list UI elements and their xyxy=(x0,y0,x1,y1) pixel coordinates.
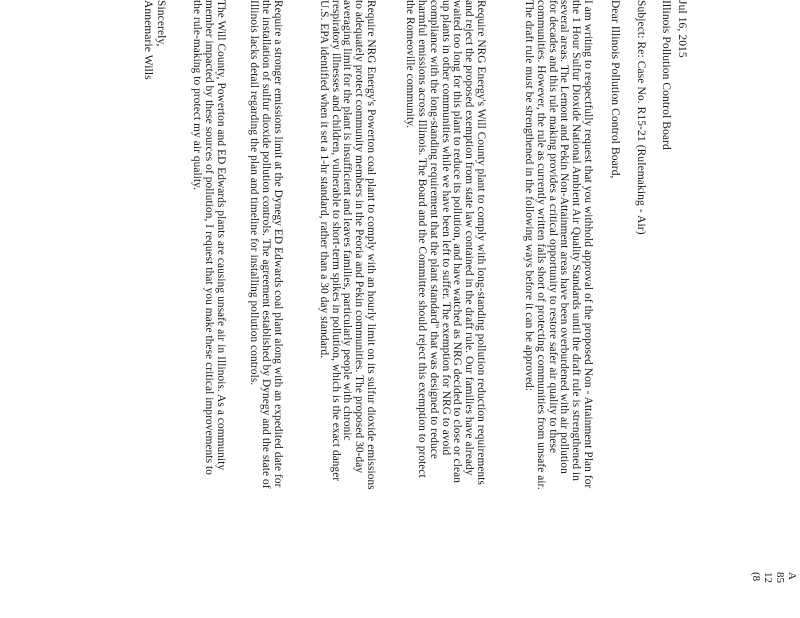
letter-date: Jul 16, 2015 xyxy=(676,0,688,58)
cut-off-margin-text xyxy=(728,572,798,616)
paragraph-text: The Will County, Powerton and ED Edwards plants are causing unsafe air in Illinois. As a community member impacted by these sources of pollution, I request that you make these critical improvements to the rule-making to protect my air quality. xyxy=(191,0,227,476)
margin-note: A xyxy=(786,572,798,580)
body-paragraph-4 xyxy=(248,0,283,490)
body-paragraph-5 xyxy=(191,0,226,490)
margin-note: 85 xyxy=(774,572,786,583)
paragraph-text: Require a stronger emissions limit at the Dynegy ED Edwards coal plant along with an expedited date for the installation of sulfur dioxide pollution controls. The agreement established by Dynegy and the state of Illinois lacks detail regarding the plan and timeline for installing pollution controls. xyxy=(248,0,284,489)
paragraph-text: I am writing to respectfully request that you withhold approval of the proposed Non - Attainment Plan for the 1 Hour Sulfur Dioxide National Ambient Air Quality Standards until the draft rule is strengthened in several areas. The Lemont and Pekin Non-Attainment areas have been overburdened with air pollution for decades and this rule making provides a critical opportunity to restore safer air quality to these communities. However, the rule as currently written falls short of protecting communities from unsafe air. The draft rule must be strengthened in the following ways before it can be approved: xyxy=(523,0,594,490)
letter-subject: Subject: Re: Case No. R15-21 (Rulemaking - Air) xyxy=(635,0,647,235)
body-paragraph-1 xyxy=(522,0,593,490)
letter-closing: Sincerely, xyxy=(155,0,167,47)
letter-recipient: Illinois Pollution Control Board xyxy=(660,0,672,150)
margin-note: (8 xyxy=(750,572,762,582)
letter-salutation: Dear Illinois Pollution Control Board, xyxy=(609,0,621,179)
paragraph-text: Require NRG Energy's Will County plant to comply with long-standing pollution reduction requirements and reject the proposed exemption from state law contained in the draft rule. Our families have already waited too long for this plant to reduce its pollution, and have watched as NRG decided to close or clean up plants in other communities while we have been left to suffer. The exemption for NRG to avoid compliance with the long-standing requirement that the plant standard" that was designed to reduce harmful emissions across Illinois. The Board and the Committee should reject this exemption to protect the Romeoville community. xyxy=(404,0,487,485)
margin-note: 12 xyxy=(762,572,774,583)
body-paragraph-2 xyxy=(403,0,486,490)
letter-signature: Annemarie Wills xyxy=(142,0,154,80)
body-paragraph-3 xyxy=(317,0,376,490)
paragraph-text: Require NRG Energy's Powerton coal plant to comply with an hourly limit on its sulfur dioxide emissions to adequately protect community members in the Peoria and Pekin communities. The proposed 30-day averaging limit for the plant is insufficient and leaves families, particularly people with chronic respiratory illnesses and children, vulnerable to short-term spikes in pollution, which is the exact danger U.S. EPA identified when it set a 1-hr standard, rather than a 30 day standard. xyxy=(317,0,377,490)
